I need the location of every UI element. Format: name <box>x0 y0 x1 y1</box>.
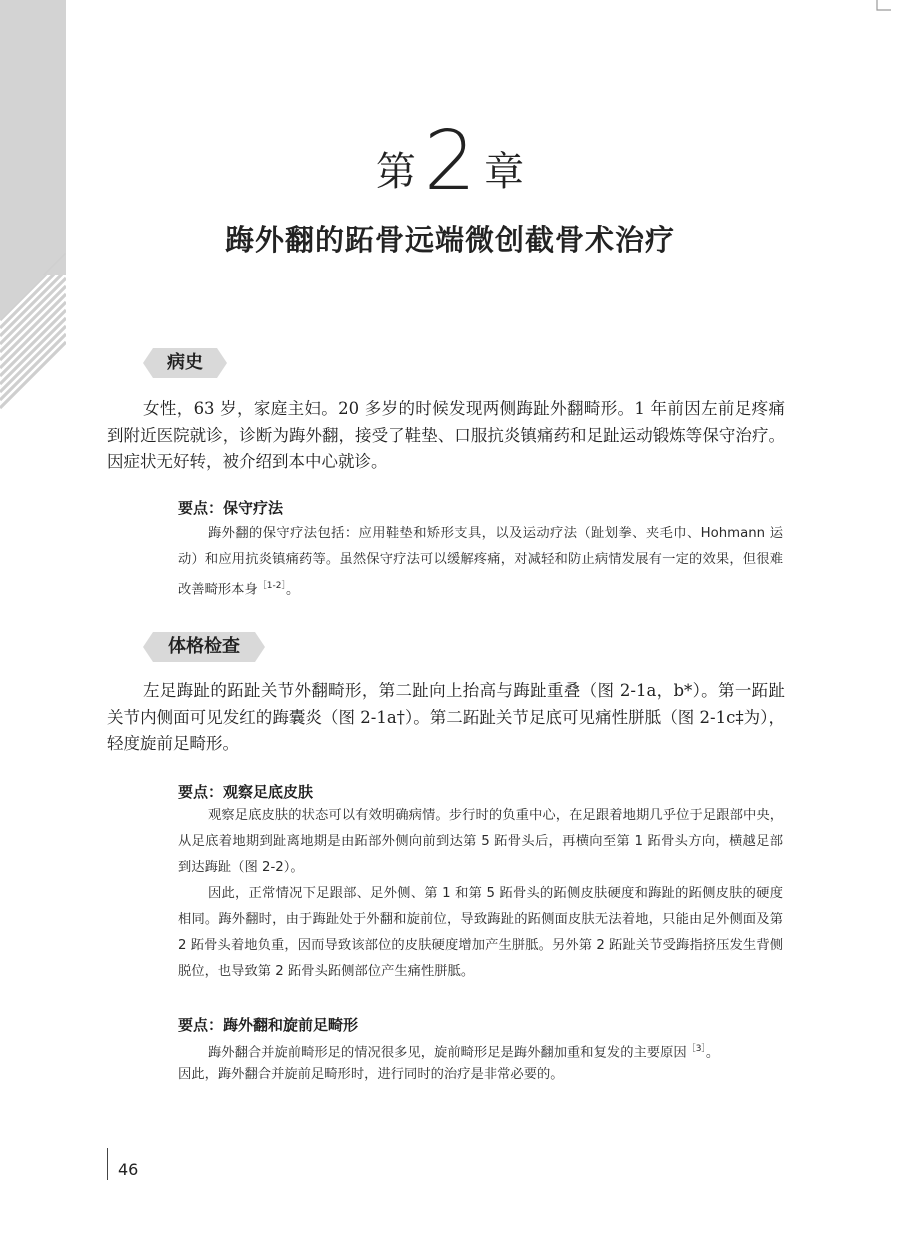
exam-paragraph: 左足踇趾的跖趾关节外翻畸形，第二趾向上抬高与踇趾重叠（图 2-1a，b*）。第一跖趾关节内侧面可见发红的踇囊炎（图 2-1a†）。第二跖趾关节足底可见痛性胼胝（图 2-1c‡为），轻度旋前足畸形。 <box>107 681 785 753</box>
note-text-tail: 。 <box>705 1045 720 1061</box>
note-paragraph: 因此，踇外翻合并旋前足畸形时，进行同时的治疗是非常必要的。 <box>178 1067 564 1082</box>
chapter-heading <box>0 110 900 209</box>
crop-mark <box>876 0 892 12</box>
decorative-side-band <box>0 0 66 410</box>
page-number-rule <box>107 1148 108 1180</box>
history-paragraph: 女性，63 岁，家庭主妇。20 多岁的时候发现两侧踇趾外翻畸形。1 年前因左前足疼痛到附近医院就诊，诊断为踇外翻，接受了鞋垫、口服抗炎镇痛药和足趾运动锻炼等保守治疗。因症状无好转，被介绍到本中心就诊。 <box>107 399 785 471</box>
note-title-conservative: 要点：保守疗法 <box>178 499 284 517</box>
chapter-number: 2 <box>423 114 477 209</box>
note-text-tail: 。 <box>285 582 300 598</box>
note-text: 踇外翻合并旋前畸形足的情况很多见，旋前畸形足是踇外翻加重和复发的主要原因 <box>208 1045 687 1061</box>
note-paragraph: 因此，正常情况下足跟部、足外侧、第 1 和第 5 跖骨头的跖侧皮肤硬度和踇趾的跖侧皮肤的硬度相同。踇外翻时，由于踇趾处于外翻和旋前位，导致踇趾的跖侧面皮肤无法着地，只能由足外侧面及第 2 跖骨头着地负重，因而导致该部位的皮肤硬度增加产生胼胝。另外第 2 跖趾关节受踇指挤压发生背侧脱位，也导致第 2 跖骨头跖侧部位产生痛性胼胝。 <box>178 886 783 979</box>
citation-ref: ［3］ <box>686 1044 706 1054</box>
chapter-suffix: 章 <box>484 149 525 195</box>
chapter-prefix: 第 <box>375 149 416 195</box>
citation-ref: ［1-2］ <box>257 581 286 591</box>
note-title-plantar-skin: 要点：观察足底皮肤 <box>178 783 314 801</box>
note-title-pronation: 要点：踇外翻和旋前足畸形 <box>178 1016 359 1034</box>
note-paragraph <box>178 521 783 603</box>
page-number: 46 <box>118 1160 139 1179</box>
section-tag-physical-exam <box>143 632 265 662</box>
note-paragraph: 观察足底皮肤的状态可以有效明确病情。步行时的负重中心，在足跟着地期几乎位于足跟部中央，从足底着地期到趾离地期是由跖部外侧向前到达第 5 跖骨头后，再横向至第 1 跖骨头方向，横越足部到达踇趾（图 2-2）。 <box>178 808 783 875</box>
section-tag-history <box>143 348 227 378</box>
section-tag-label: 体格检查 <box>168 636 240 657</box>
chapter-title: 踇外翻的跖骨远端微创截骨术治疗 <box>224 223 675 257</box>
section-tag-label: 病史 <box>167 352 203 373</box>
note-text: 踇外翻的保守疗法包括：应用鞋垫和矫形支具，以及运动疗法（趾划拳、夹毛巾、Hohmann 运动）和应用抗炎镇痛药等。虽然保守疗法可以缓解疼痛，对减轻和防止病情发展有一定的效果，但很难改善畸形本身 <box>178 526 783 598</box>
